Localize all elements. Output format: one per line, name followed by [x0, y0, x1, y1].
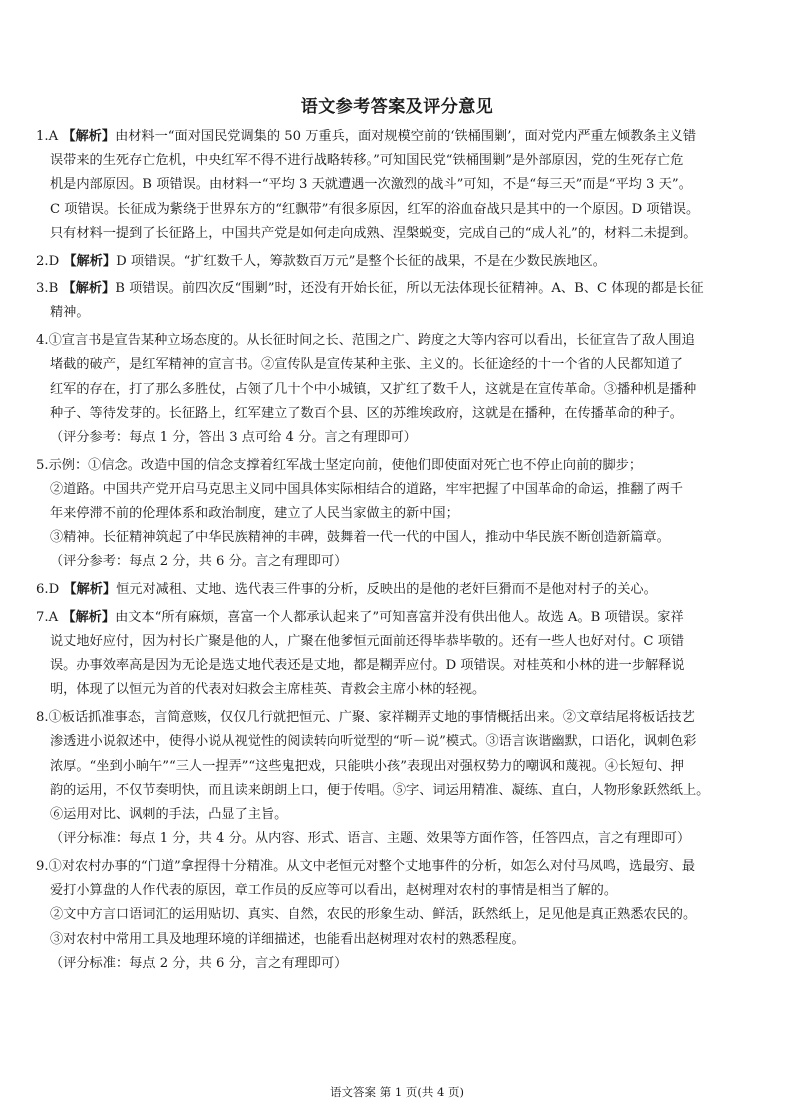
analysis-tag: 【解析】	[63, 582, 117, 598]
answer-item	[36, 855, 758, 976]
answer-line	[36, 125, 758, 149]
question-number: 8.	[36, 710, 49, 726]
answer-line	[36, 353, 758, 377]
answer-line	[36, 706, 758, 730]
answer-line	[36, 730, 758, 754]
answer-line	[36, 678, 758, 702]
answer-text: 误带来的生死存亡危机，中央红军不得不进行战略转移。”可知国民党“铁桶围剿”是外部原因，党的生死存亡危	[50, 153, 684, 169]
answer-item	[36, 606, 758, 703]
answer-text: ①宣言书是宣告某种立场态度的。从长征时间之长、范围之广、跨度之大等内容可以看出，长征宣告了敌人围追	[48, 333, 695, 349]
answer-text: ③精神。长征精神筑起了中华民族精神的丰碑，鼓舞着一代一代的中国人，推动中华民族不断创造新篇章。	[50, 530, 670, 546]
answer-item	[36, 329, 758, 450]
answer-line	[36, 827, 758, 851]
answer-item	[36, 578, 758, 602]
answer-line	[36, 879, 758, 903]
answer-line	[36, 250, 758, 274]
answer-text: 机是内部原因。B 项错误。由材料一“平均 3 天就遭遇一次激烈的战斗”可知，不是“每三天”而是“平均 3 天”。	[50, 177, 692, 193]
answer-text: ⑥运用对比、讽刺的手法，凸显了主旨。	[50, 806, 288, 822]
answer-text: 说丈地好应付，因为村长广聚是他的人，广聚在他爹恒元面前还得毕恭毕敬的。还有一些人也好对付。C 项错	[50, 634, 685, 650]
answer-line	[36, 277, 758, 301]
answer-line	[36, 198, 758, 222]
answer-text: ③对农村中常用工具及地理环境的详细描述，也能看出赵树理对农村的熟悉程度。	[50, 931, 525, 947]
answer-line	[36, 803, 758, 827]
answer-line	[36, 402, 758, 426]
question-number: 5.	[36, 457, 49, 473]
answer-text: ②道路。中国共产党开启马克思主义同中国具体实际相结合的道路，牢牢把握了中国革命的命运，推翻了两千	[50, 481, 683, 497]
answer-list	[36, 125, 758, 979]
answer-text: 示例：①信念。改造中国的信念支撑着红军战士坚定向前，使他们即使面对死亡也不停止向前的脚步；	[48, 457, 643, 473]
analysis-tag: 【解析】	[62, 609, 116, 625]
page-footer: 语文答案 第 1 页(共 4 页)	[330, 1085, 464, 1099]
answer-text: 由材料一“面对国民党调集的 50 万重兵，面对规模空前的‘铁桶围剿’，面对党内严重左倾教条主义错	[115, 129, 697, 144]
answer-item	[36, 125, 758, 246]
answer-text: 渗透进小说叙述中，使得小说从视觉性的阅读转向听觉型的“听－说”模式。③语言诙谐幽默，口语化，讽刺色彩	[50, 734, 697, 750]
answer-line	[36, 454, 758, 478]
answer-text: 恒元对减租、丈地、选代表三件事的分析，反映出的是他的老奸巨猾而不是他对村子的关心。	[116, 582, 657, 598]
answer-text: D 项错误。“扩红数千人，筹款数百万元”是整个长征的战果，不是在少数民族地区。	[116, 253, 606, 269]
answer-line	[36, 779, 758, 803]
answer-item	[36, 277, 758, 325]
answer-text: 只有材料一提到了长征路上，中国共产党是如何走向成熟、涅槃蜕变，完成自己的“成人礼”的，材料二未提到。	[50, 225, 697, 241]
page-title: 语文参考答案及评分意见	[300, 97, 494, 117]
analysis-tag: 【解析】	[62, 129, 116, 144]
answer-line	[36, 578, 758, 602]
answer-text: （评分标准：每点 2 分，共 6 分，言之有理即可）	[50, 955, 348, 971]
question-number: 9.	[36, 858, 49, 874]
question-number: 4.	[36, 333, 49, 349]
answer-line	[36, 952, 758, 976]
answer-line	[36, 173, 758, 197]
answer-text: 年来停滞不前的伦理体系和政治制度，建立了人民当家做主的新中国；	[50, 506, 459, 522]
answer-text: 韵的运用，不仅节奏明快，而且读来朗朗上口，便于传唱。⑤字、词运用精准、凝练、直白，人物形象跃然纸上。	[50, 782, 710, 798]
answer-text: 爱打小算盘的人作代表的原因，章工作员的反应等可以看出，赵树理对农村的事情是相当了解的。	[50, 883, 618, 899]
answer-text: ②文中方言口语词汇的运用贴切、真实、自然，农民的形象生动、鲜活，跃然纸上，足见他是真正熟悉农民的。	[50, 907, 697, 923]
answer-text: （评分参考：每点 2 分，共 6 分。言之有理即可）	[50, 554, 348, 570]
answer-line	[36, 630, 758, 654]
answer-line	[36, 654, 758, 678]
answer-line	[36, 222, 758, 246]
answer-item	[36, 250, 758, 274]
answer-line	[36, 928, 758, 952]
answer-text: 由文本“所有麻烦，喜富一个人都承认起来了”可知喜富并没有供出他人。故选 A。B 项错误。家祥	[115, 609, 684, 625]
question-number: 6.D	[36, 582, 60, 598]
answer-line	[36, 903, 758, 927]
answer-text: ①板话抓准事态，言简意赅，仅仅几行就把恒元、广聚、家祥糊弄丈地的事情概括出来。②文章结尾将板话技艺	[48, 710, 695, 726]
answer-line	[36, 502, 758, 526]
answer-line	[36, 526, 758, 550]
answer-line	[36, 606, 758, 630]
question-number: 7.A	[36, 609, 59, 625]
answer-line	[36, 426, 758, 450]
answer-text: C 项错误。长征成为紫绕于世界东方的“红飘带”有很多原因，红军的浴血奋战只是其中的一个原因。D 项错误。	[50, 201, 700, 217]
answer-text: 明，体现了以恒元为首的代表对妇救会主席桂英、青救会主席小林的轻视。	[50, 682, 486, 698]
answer-line	[36, 329, 758, 353]
answer-line	[36, 149, 758, 173]
question-number: 3.B	[36, 281, 59, 297]
answer-text: 红军的存在，打了那么多胜仗，占领了几十个中小城镇，又扩红了数千人，这就是在宣传革命。③播种机是播种	[50, 381, 697, 397]
answer-text: 浓厚。“坐到小晌午”“三人一捏弄”“这些鬼把戏，只能哄小孩”表现出对强权势力的嘲讽和蔑视。④长短句、押	[50, 758, 684, 774]
answer-item	[36, 454, 758, 575]
answer-text: 误。办事效率高是因为无论是选丈地代表还是丈地，都是糊弄应付。D 项错误。对桂英和小林的进一步解释说	[50, 658, 685, 674]
answer-line	[36, 755, 758, 779]
question-number: 2.D	[36, 253, 60, 269]
question-number: 1.A	[36, 129, 59, 144]
answer-text: （评分参考：每点 1 分，答出 3 点可给 4 分。言之有理即可）	[50, 429, 417, 445]
answer-line	[36, 550, 758, 574]
answer-text: 堵截的破产，是红军精神的宣言书。②宣传队是宣传某种主张、主义的。长征途经的十一个省的人民都知道了	[50, 357, 683, 373]
answer-text: （评分标准：每点 1 分，共 4 分。从内容、形式、语言、主题、效果等方面作答，任答四点，言之有理即可）	[50, 831, 691, 847]
answer-text: ①对农村办事的“门道”拿捏得十分精准。从文中老恒元对整个丈地事件的分析，如怎么对付马凤鸣，选最穷、最	[48, 858, 696, 874]
analysis-tag: 【解析】	[63, 253, 117, 269]
answer-line	[36, 855, 758, 879]
answer-line	[36, 378, 758, 402]
answer-line	[36, 478, 758, 502]
answer-text: B 项错误。前四次反“围剿”时，还没有开始长征，所以无法体现长征精神。A、B、C 体现的都是长征	[115, 281, 704, 297]
answer-line	[36, 301, 758, 325]
answer-text: 种子、等待发芽的。长征路上，红军建立了数百个县、区的苏维埃政府，这就是在播种，在传播革命的种子。	[50, 405, 683, 421]
answer-item	[36, 706, 758, 851]
answer-text: 精神。	[50, 305, 90, 321]
analysis-tag: 【解析】	[62, 281, 116, 297]
